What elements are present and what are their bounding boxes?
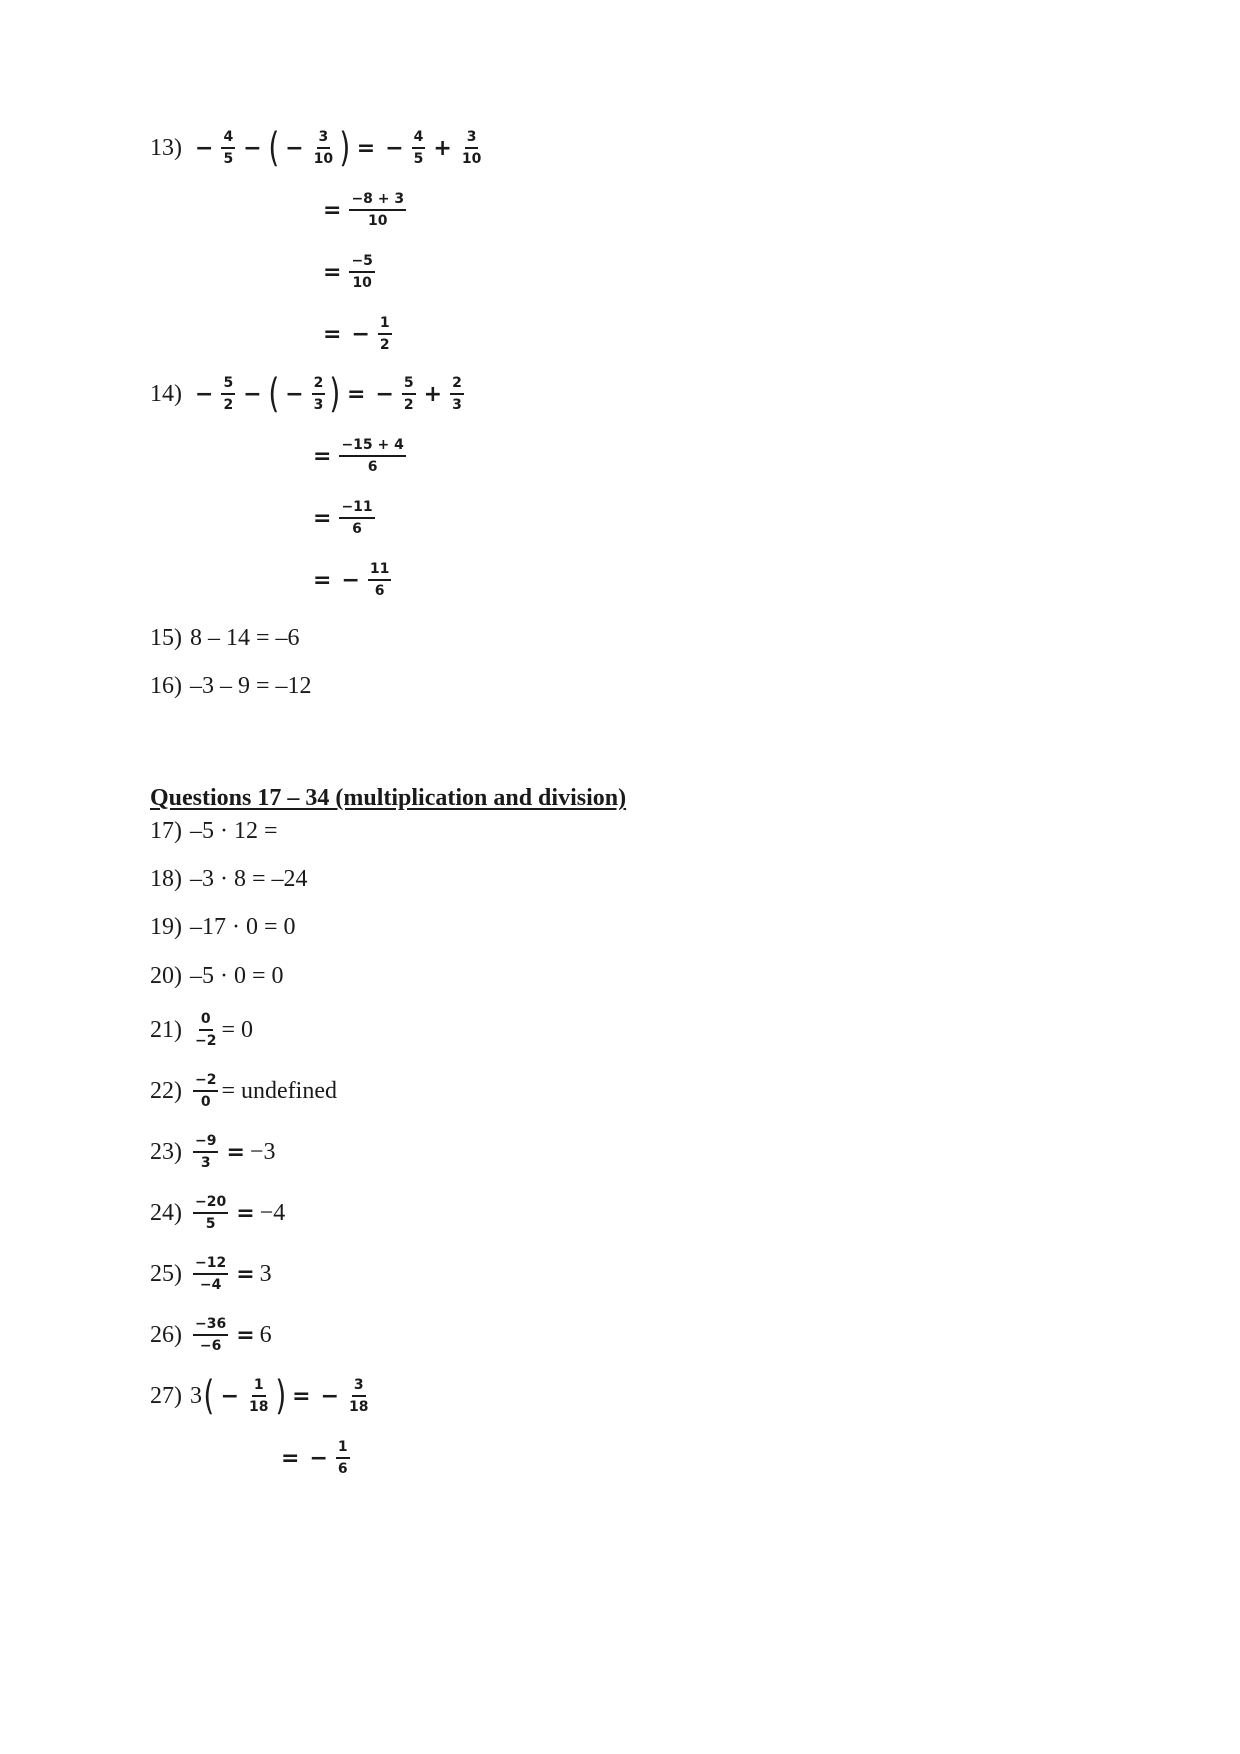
numerator: 0: [199, 1011, 213, 1031]
fraction: [349, 253, 374, 291]
equation-line-q16: [150, 661, 312, 711]
equation-line-q14-c: [308, 493, 378, 543]
numerator: 1: [252, 1377, 266, 1397]
fraction: [193, 1194, 228, 1232]
fraction: [339, 499, 374, 537]
fraction: [378, 315, 392, 353]
equation-line-q14-b: [308, 431, 409, 481]
numerator: 11: [368, 561, 391, 581]
equation-line-q19: [150, 902, 296, 952]
equals-sign: =: [313, 567, 332, 593]
fraction: [450, 375, 464, 413]
plus-sign: +: [423, 381, 443, 407]
denominator: 0: [200, 1094, 211, 1110]
equals-sign: =: [323, 321, 342, 347]
question-number: 25): [150, 1260, 182, 1287]
expression-text: 3: [259, 1260, 272, 1287]
fraction: [193, 1072, 218, 1110]
fraction: [312, 375, 326, 413]
question-number: 20): [150, 962, 182, 989]
equals-sign: =: [226, 1139, 245, 1165]
numerator: −9: [193, 1133, 218, 1153]
open-paren: (: [267, 125, 279, 171]
expression-text: = 0: [221, 1016, 254, 1043]
equals-sign: =: [236, 1322, 255, 1348]
numerator: −20: [193, 1194, 228, 1214]
numerator: 1: [378, 315, 392, 335]
minus-sign: −: [243, 381, 262, 407]
numerator: −5: [349, 253, 374, 273]
numerator: 1: [336, 1439, 350, 1459]
equals-sign: =: [347, 381, 366, 407]
equals-sign: =: [292, 1383, 311, 1409]
denominator: 6: [337, 1461, 348, 1477]
close-paren: ): [339, 125, 351, 171]
close-paren: ): [274, 1373, 286, 1419]
equals-sign: =: [313, 505, 332, 531]
denominator: 6: [352, 521, 362, 537]
equals-sign: =: [236, 1200, 255, 1226]
expression-text: 8 – 14 = –6: [190, 624, 300, 651]
fraction: [221, 375, 235, 413]
minus-sign: −: [309, 1445, 328, 1471]
equation-line-q14-a: [150, 369, 467, 419]
denominator: 2: [403, 397, 414, 413]
equals-sign: =: [313, 443, 332, 469]
numerator: 3: [317, 129, 331, 149]
question-number: 27): [150, 1382, 182, 1409]
expression-text: 3: [190, 1382, 202, 1409]
equation-line-q20: [150, 951, 284, 1001]
minus-sign: −: [341, 567, 360, 593]
fraction: [368, 561, 391, 599]
minus-sign: −: [195, 381, 214, 407]
fraction: [347, 1377, 370, 1415]
denominator: 3: [313, 397, 324, 413]
expression-text: −3: [249, 1138, 276, 1165]
minus-sign: −: [285, 135, 304, 161]
fraction: [193, 1255, 228, 1293]
fraction: [339, 437, 405, 475]
denominator: 10: [352, 275, 372, 291]
fraction: [193, 1011, 218, 1049]
equation-line-q24: [150, 1188, 285, 1238]
equation-line-q13-a: [150, 123, 486, 173]
fraction: [412, 129, 426, 167]
question-number: 21): [150, 1016, 182, 1043]
numerator: 4: [412, 129, 426, 149]
denominator: 18: [249, 1399, 269, 1415]
equation-line-q23: [150, 1127, 275, 1177]
denominator: −2: [195, 1033, 217, 1049]
equation-line-q14-d: [308, 555, 394, 605]
question-number: 14): [150, 380, 182, 407]
equation-line-q22: [150, 1066, 337, 1116]
equation-line-q26: [150, 1310, 272, 1360]
minus-sign: −: [351, 321, 370, 347]
denominator: 6: [367, 459, 378, 475]
numerator: 5: [402, 375, 416, 395]
denominator: 18: [349, 1399, 369, 1415]
question-number: 18): [150, 865, 182, 892]
minus-sign: −: [385, 135, 404, 161]
minus-sign: −: [243, 135, 262, 161]
fraction: [402, 375, 416, 413]
expression-text: 6: [259, 1321, 272, 1348]
fraction: [221, 129, 235, 167]
denominator: 5: [223, 151, 234, 167]
expression-text: –3 – 9 = –12: [190, 672, 312, 699]
question-number: 26): [150, 1321, 182, 1348]
minus-sign: −: [320, 1383, 340, 1409]
fraction: [247, 1377, 270, 1415]
expression-text: –3 · 8 = –24: [190, 865, 308, 892]
fraction: [193, 1133, 218, 1171]
equals-sign: =: [356, 135, 376, 161]
open-paren: (: [267, 371, 279, 417]
expression-text: −4: [259, 1199, 286, 1226]
numerator: 2: [312, 375, 326, 395]
question-number: 15): [150, 624, 182, 651]
equals-sign: =: [281, 1445, 300, 1471]
denominator: 3: [452, 397, 462, 413]
denominator: 6: [374, 583, 385, 599]
equation-line-q13-c: [318, 247, 378, 297]
fraction: [349, 191, 406, 229]
equation-line-q21: [150, 1005, 253, 1055]
question-number: 19): [150, 913, 182, 940]
equation-line-q15: [150, 613, 300, 663]
equation-line-q13-d: [318, 309, 395, 359]
numerator: 5: [221, 375, 235, 395]
numerator: −15 + 4: [339, 437, 405, 457]
minus-sign: −: [375, 381, 394, 407]
question-number: 24): [150, 1199, 182, 1226]
denominator: 2: [223, 397, 234, 413]
equation-line-q27-b: [276, 1433, 353, 1483]
question-number: 16): [150, 672, 182, 699]
denominator: −6: [199, 1338, 222, 1354]
fraction: [336, 1439, 350, 1477]
numerator: 2: [450, 375, 464, 395]
fraction: [460, 129, 483, 167]
denominator: 10: [368, 213, 388, 229]
denominator: 5: [413, 151, 424, 167]
minus-sign: −: [220, 1383, 240, 1409]
open-paren: (: [203, 1373, 215, 1419]
denominator: 2: [379, 337, 390, 353]
expression-text: = undefined: [221, 1077, 337, 1104]
question-number: 23): [150, 1138, 182, 1165]
numerator: 4: [221, 129, 235, 149]
denominator: 10: [313, 151, 334, 167]
question-number: 22): [150, 1077, 182, 1104]
section-heading: Questions 17 – 34 (multiplication and division): [150, 785, 627, 811]
close-paren: ): [329, 371, 341, 417]
fraction: [193, 1316, 228, 1354]
denominator: 3: [200, 1155, 211, 1171]
equation-line-q13-b: [318, 185, 409, 235]
equation-line-q25: [150, 1249, 272, 1299]
numerator: −11: [339, 499, 374, 519]
expression-text: –5 · 12 =: [190, 817, 278, 844]
equation-line-q18: [150, 854, 308, 904]
equals-sign: =: [236, 1261, 255, 1287]
denominator: 10: [461, 151, 482, 167]
numerator: −2: [193, 1072, 218, 1092]
expression-text: –17 · 0 = 0: [190, 913, 296, 940]
numerator: 3: [352, 1377, 366, 1397]
question-number: 17): [150, 817, 182, 844]
equation-line-q27-a: [150, 1371, 374, 1421]
plus-sign: +: [433, 135, 452, 161]
numerator: −36: [193, 1316, 228, 1336]
numerator: −8 + 3: [349, 191, 406, 211]
expression-text: –5 · 0 = 0: [190, 962, 284, 989]
equals-sign: =: [323, 259, 342, 285]
denominator: 5: [205, 1216, 216, 1232]
equation-line-q17: [150, 806, 278, 856]
denominator: −4: [199, 1277, 222, 1293]
equals-sign: =: [323, 197, 342, 223]
numerator: −12: [193, 1255, 228, 1275]
minus-sign: −: [195, 135, 214, 161]
minus-sign: −: [285, 381, 304, 407]
numerator: 3: [465, 129, 479, 149]
question-number: 13): [150, 134, 182, 161]
fraction: [312, 129, 335, 167]
